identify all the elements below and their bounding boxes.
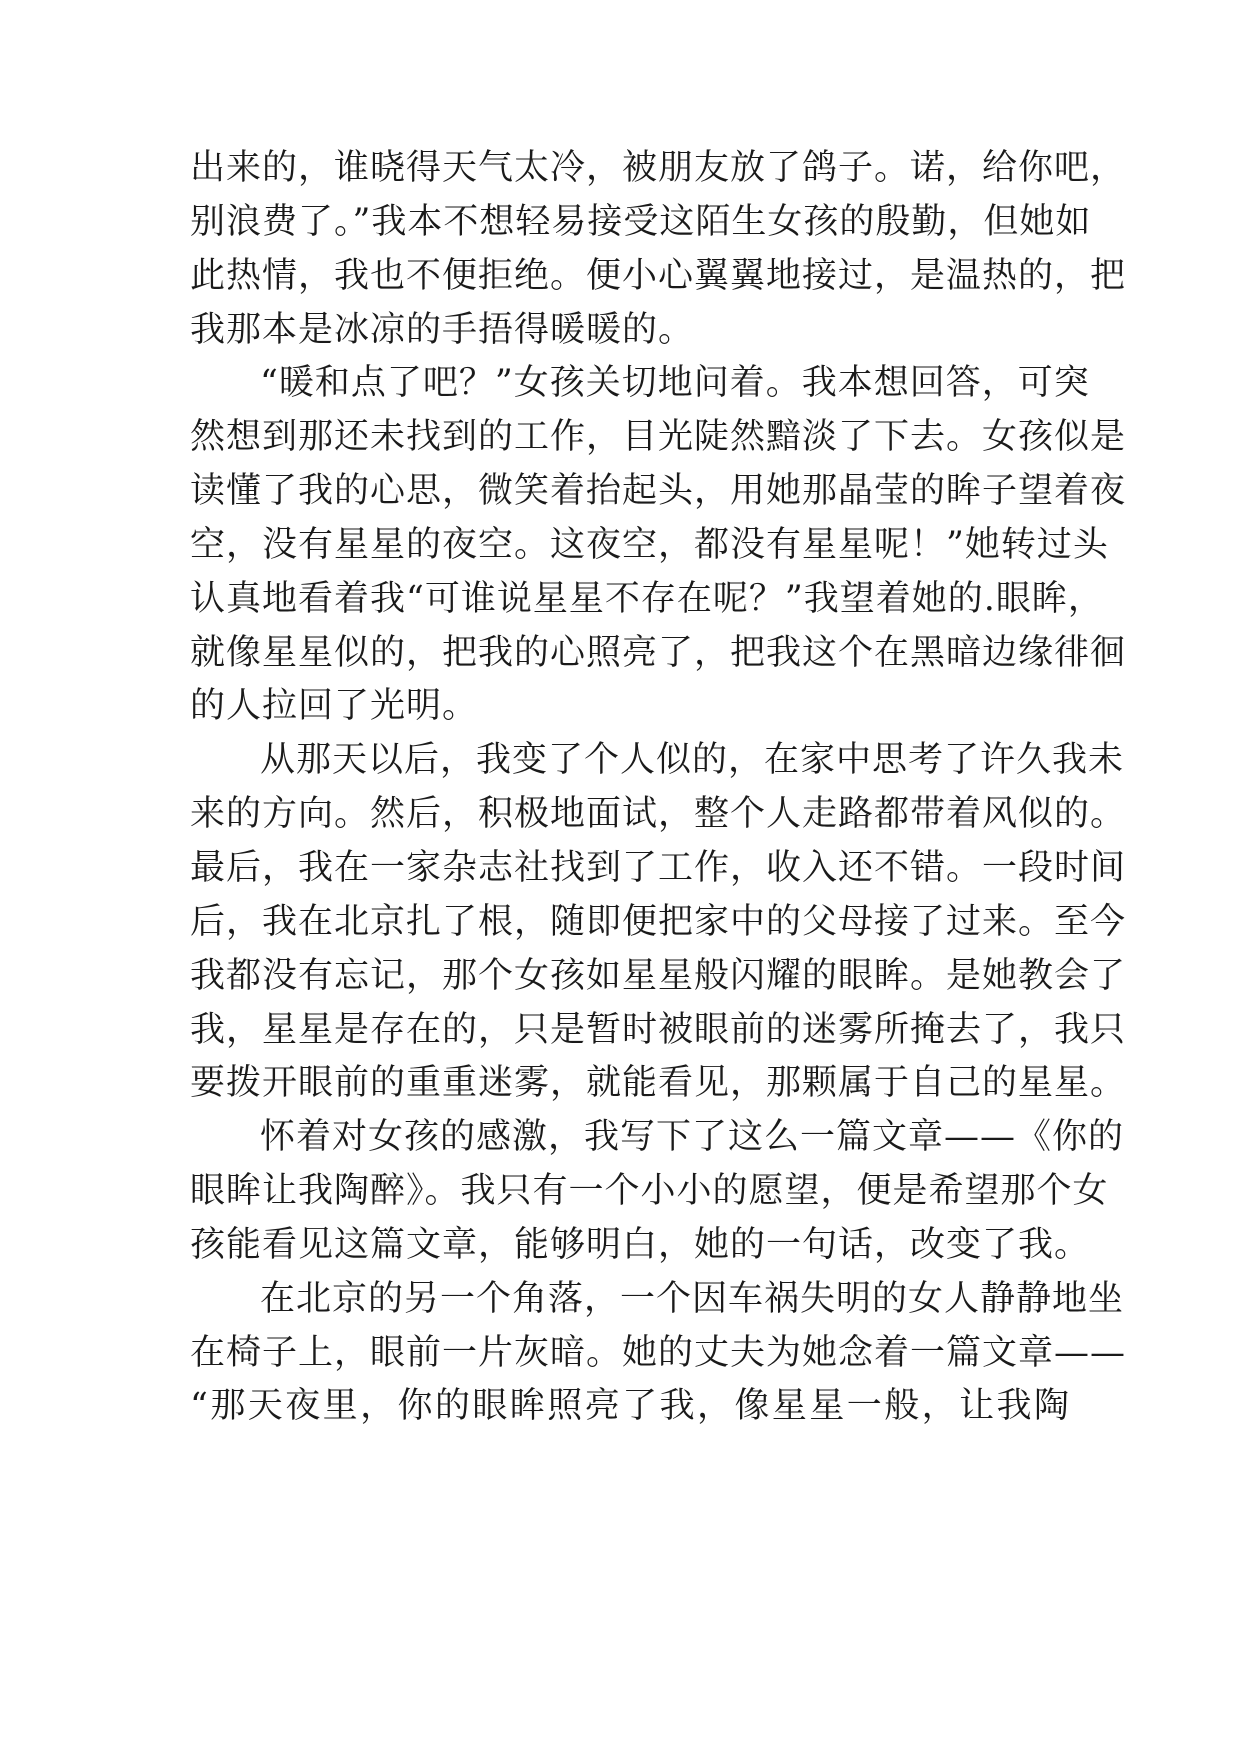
text-line: 孩能看见这篇文章，能够明白，她的一句话，改变了我。 (190, 1224, 1091, 1265)
text-line: 后，我在北京扎了根，随即便把家中的父母接了过来。至今 (190, 901, 1127, 942)
text-line: 我都没有忘记，那个女孩如星星般闪耀的眼眸。是她教会了 (190, 955, 1127, 996)
text-line: 此热情，我也不便拒绝。便小心翼翼地接过，是温热的，把 (190, 255, 1127, 296)
paragraph-first-line: 从那天以后，我变了个人似的，在家中思考了许久我未 (260, 740, 1125, 781)
text-line: 别浪费了。”我本不想轻易接受这陌生女孩的殷勤，但她如 (190, 201, 1092, 242)
text-line: 我那本是冰凉的手捂得暖暖的。 (190, 309, 695, 350)
paragraph-first-line: 怀着对女孩的感激，我写下了这么一篇文章——《你的 (260, 1117, 1125, 1158)
text-line: 就像星星似的，把我的心照亮了，把我这个在黑暗边缘徘徊 (190, 632, 1127, 673)
text-line: 的人拉回了光明。 (190, 686, 479, 727)
text-line: 我，星星是存在的，只是暂时被眼前的迷雾所掩去了，我只 (190, 1009, 1127, 1050)
text-line: 读懂了我的心思，微笑着抬起头，用她那晶莹的眸子望着夜 (190, 471, 1127, 512)
text-line: 然想到那还未找到的工作，目光陡然黯淡了下去。女孩似是 (190, 417, 1127, 458)
text-line: 最后，我在一家杂志社找到了工作，收入还不错。一段时间 (190, 847, 1127, 888)
text-line: 在椅子上，眼前一片灰暗。她的丈夫为她念着一篇文章—— (190, 1332, 1127, 1373)
text-line: 来的方向。然后，积极地面试，整个人走路都带着风似的。 (190, 794, 1127, 835)
paragraph-first-line: “暖和点了吧？”女孩关切地问着。我本想回答，可突 (260, 363, 1090, 404)
paragraph-first-line: 在北京的另一个角落，一个因车祸失明的女人静静地坐 (260, 1278, 1125, 1319)
text-line: 要拨开眼前的重重迷雾，就能看见，那颗属于自己的星星。 (190, 1063, 1127, 1104)
body-text (190, 142, 1127, 1434)
text-line: 眼眸让我陶醉》。我只有一个小小的愿望，便是希望那个女 (190, 1171, 1109, 1212)
text-line: 认真地看着我“可谁说星星不存在呢？”我望着她的.眼眸， (190, 578, 1104, 619)
text-line: “那天夜里，你的眼眸照亮了我，像星星一般，让我陶 (190, 1386, 1070, 1427)
text-line: 空，没有星星的夜空。这夜空，都没有星星呢！”她转过头 (190, 524, 1109, 565)
text-line: 出来的，谁晓得天气太冷，被朋友放了鸽子。诺，给你吧， (190, 148, 1127, 188)
